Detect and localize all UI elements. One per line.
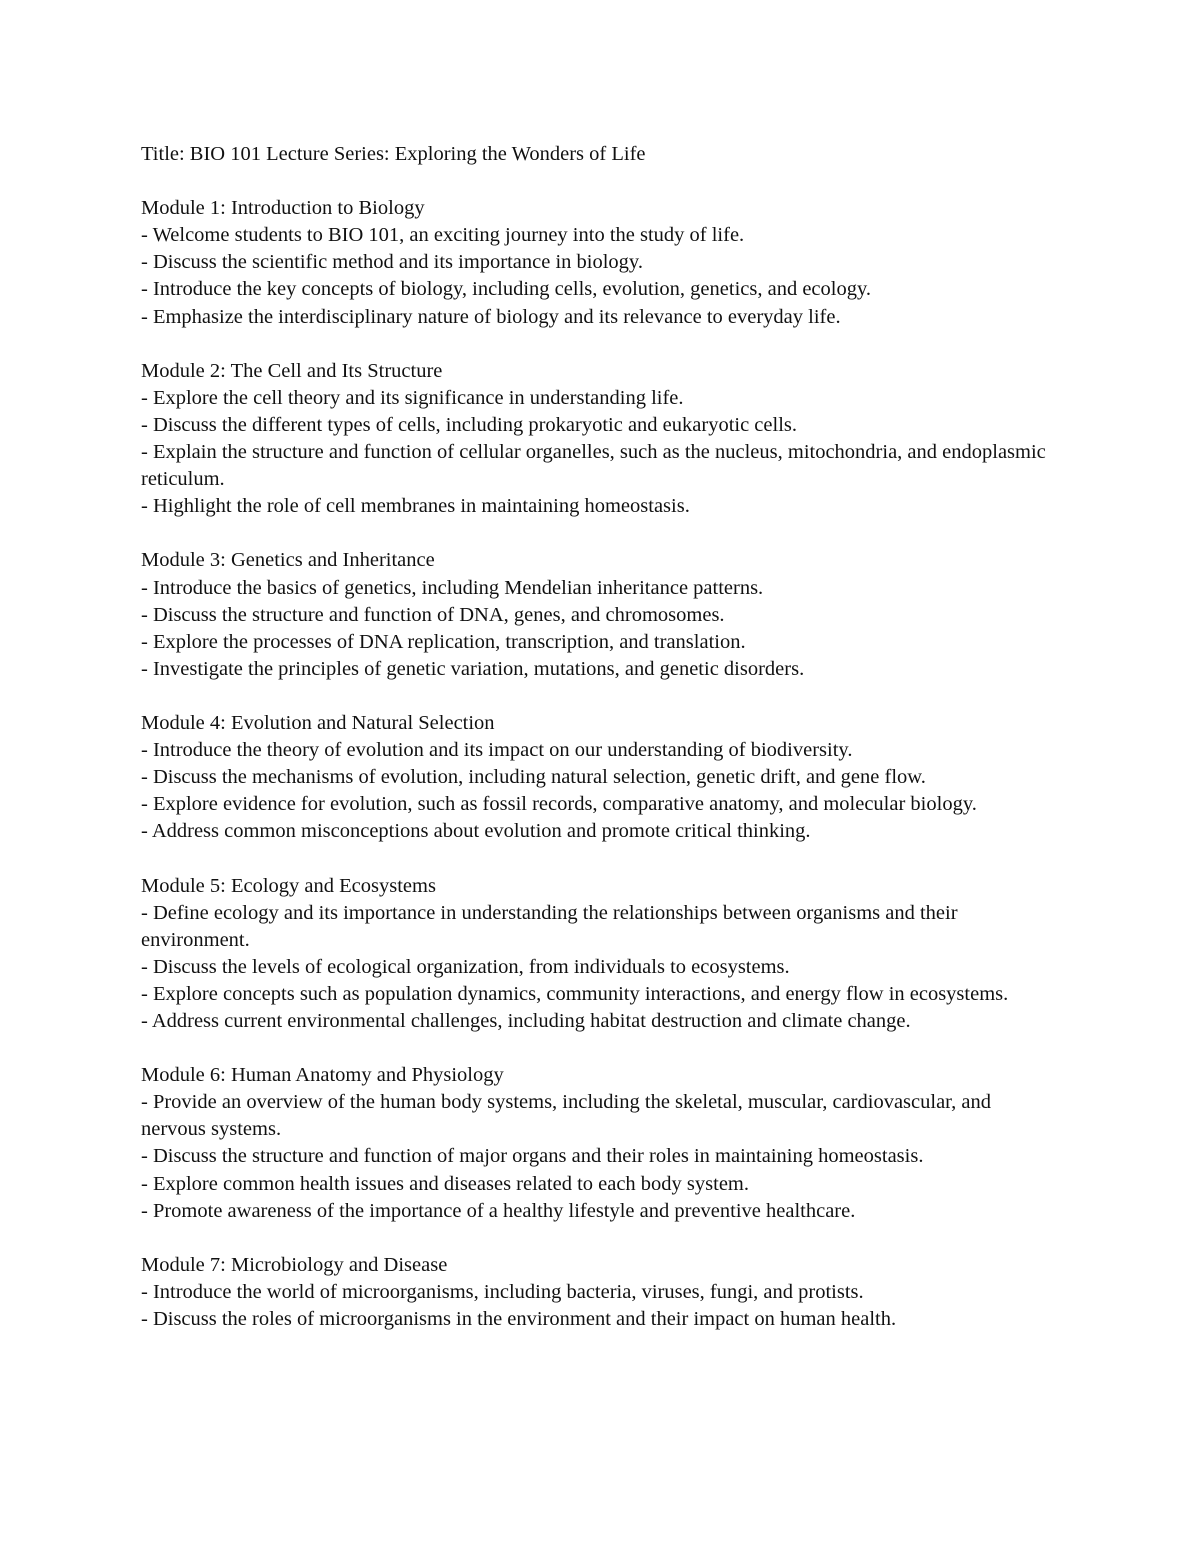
module-bullet: - Explore the processes of DNA replication, transcription, and translation.	[141, 630, 746, 653]
module-bullet: - Discuss the structure and function of DNA, genes, and chromosomes.	[141, 603, 725, 626]
module-bullet: - Discuss the scientific method and its importance in biology.	[141, 251, 643, 274]
module-bullet: - Introduce the theory of evolution and its impact on our understanding of biodiversity.	[141, 739, 853, 762]
module-bullet: - Discuss the levels of ecological organization, from individuals to ecosystems.	[141, 955, 790, 978]
module-bullet: - Explore common health issues and diseases related to each body system.	[141, 1172, 750, 1195]
module-bullet: - Discuss the different types of cells, including prokaryotic and eukaryotic cells.	[141, 413, 797, 436]
module-heading: Module 1: Introduction to Biology	[141, 197, 425, 220]
module-heading: Module 4: Evolution and Natural Selection	[141, 711, 495, 734]
module-bullet: - Promote awareness of the importance of a healthy lifestyle and preventive healthcare.	[141, 1199, 856, 1222]
module-bullet: - Explain the structure and function of cellular organelles, such as the nucleus, mitochondria, and endoplasmic reticulum.	[141, 441, 1046, 491]
module-bullet: - Investigate the principles of genetic variation, mutations, and genetic disorders.	[141, 657, 805, 680]
module-section	[141, 358, 1060, 521]
module-heading: Module 7: Microbiology and Disease	[141, 1253, 448, 1276]
document-title: Title: BIO 101 Lecture Series: Exploring the Wonders of Life	[141, 143, 646, 165]
module-bullet: - Explore the cell theory and its significance in understanding life.	[141, 386, 684, 409]
module-section	[141, 1062, 1060, 1225]
module-bullet: - Explore concepts such as population dynamics, community interactions, and energy flow in ecosystems.	[141, 982, 1009, 1005]
modules-container	[141, 195, 1060, 1333]
module-bullet: - Define ecology and its importance in understanding the relationships between organisms and their environment.	[141, 901, 958, 951]
module-bullet: - Explore evidence for evolution, such as fossil records, comparative anatomy, and molecular biology.	[141, 793, 977, 816]
module-heading: Module 6: Human Anatomy and Physiology	[141, 1064, 504, 1087]
module-bullet: - Discuss the mechanisms of evolution, including natural selection, genetic drift, and gene flow.	[141, 766, 926, 789]
module-bullet: - Discuss the structure and function of major organs and their roles in maintaining homeostasis.	[141, 1145, 924, 1168]
module-bullet: - Address current environmental challenges, including habitat destruction and climate change.	[141, 1010, 911, 1032]
module-bullet: - Provide an overview of the human body systems, including the skeletal, muscular, cardiovascular, and nervous systems.	[141, 1091, 992, 1141]
module-section	[141, 873, 1060, 1036]
module-bullet: - Highlight the role of cell membranes in maintaining homeostasis.	[141, 495, 690, 518]
module-heading: Module 3: Genetics and Inheritance	[141, 549, 435, 572]
module-bullet: - Introduce the key concepts of biology, including cells, evolution, genetics, and ecology.	[141, 278, 872, 301]
module-section	[141, 1252, 1060, 1333]
module-bullet: - Introduce the basics of genetics, including Mendelian inheritance patterns.	[141, 576, 764, 599]
module-bullet: - Discuss the roles of microorganisms in the environment and their impact on human health.	[141, 1308, 897, 1331]
module-bullet: - Emphasize the interdisciplinary nature of biology and its relevance to everyday life.	[141, 305, 841, 328]
module-bullet: - Welcome students to BIO 101, an exciting journey into the study of life.	[141, 224, 745, 247]
module-section	[141, 547, 1060, 682]
module-section	[141, 195, 1060, 330]
module-bullet: - Introduce the world of microorganisms, including bacteria, viruses, fungi, and protists.	[141, 1280, 864, 1303]
module-bullet: - Address common misconceptions about evolution and promote critical thinking.	[141, 820, 811, 843]
module-heading: Module 2: The Cell and Its Structure	[141, 359, 443, 382]
module-heading: Module 5: Ecology and Ecosystems	[141, 874, 436, 897]
module-section	[141, 710, 1060, 845]
